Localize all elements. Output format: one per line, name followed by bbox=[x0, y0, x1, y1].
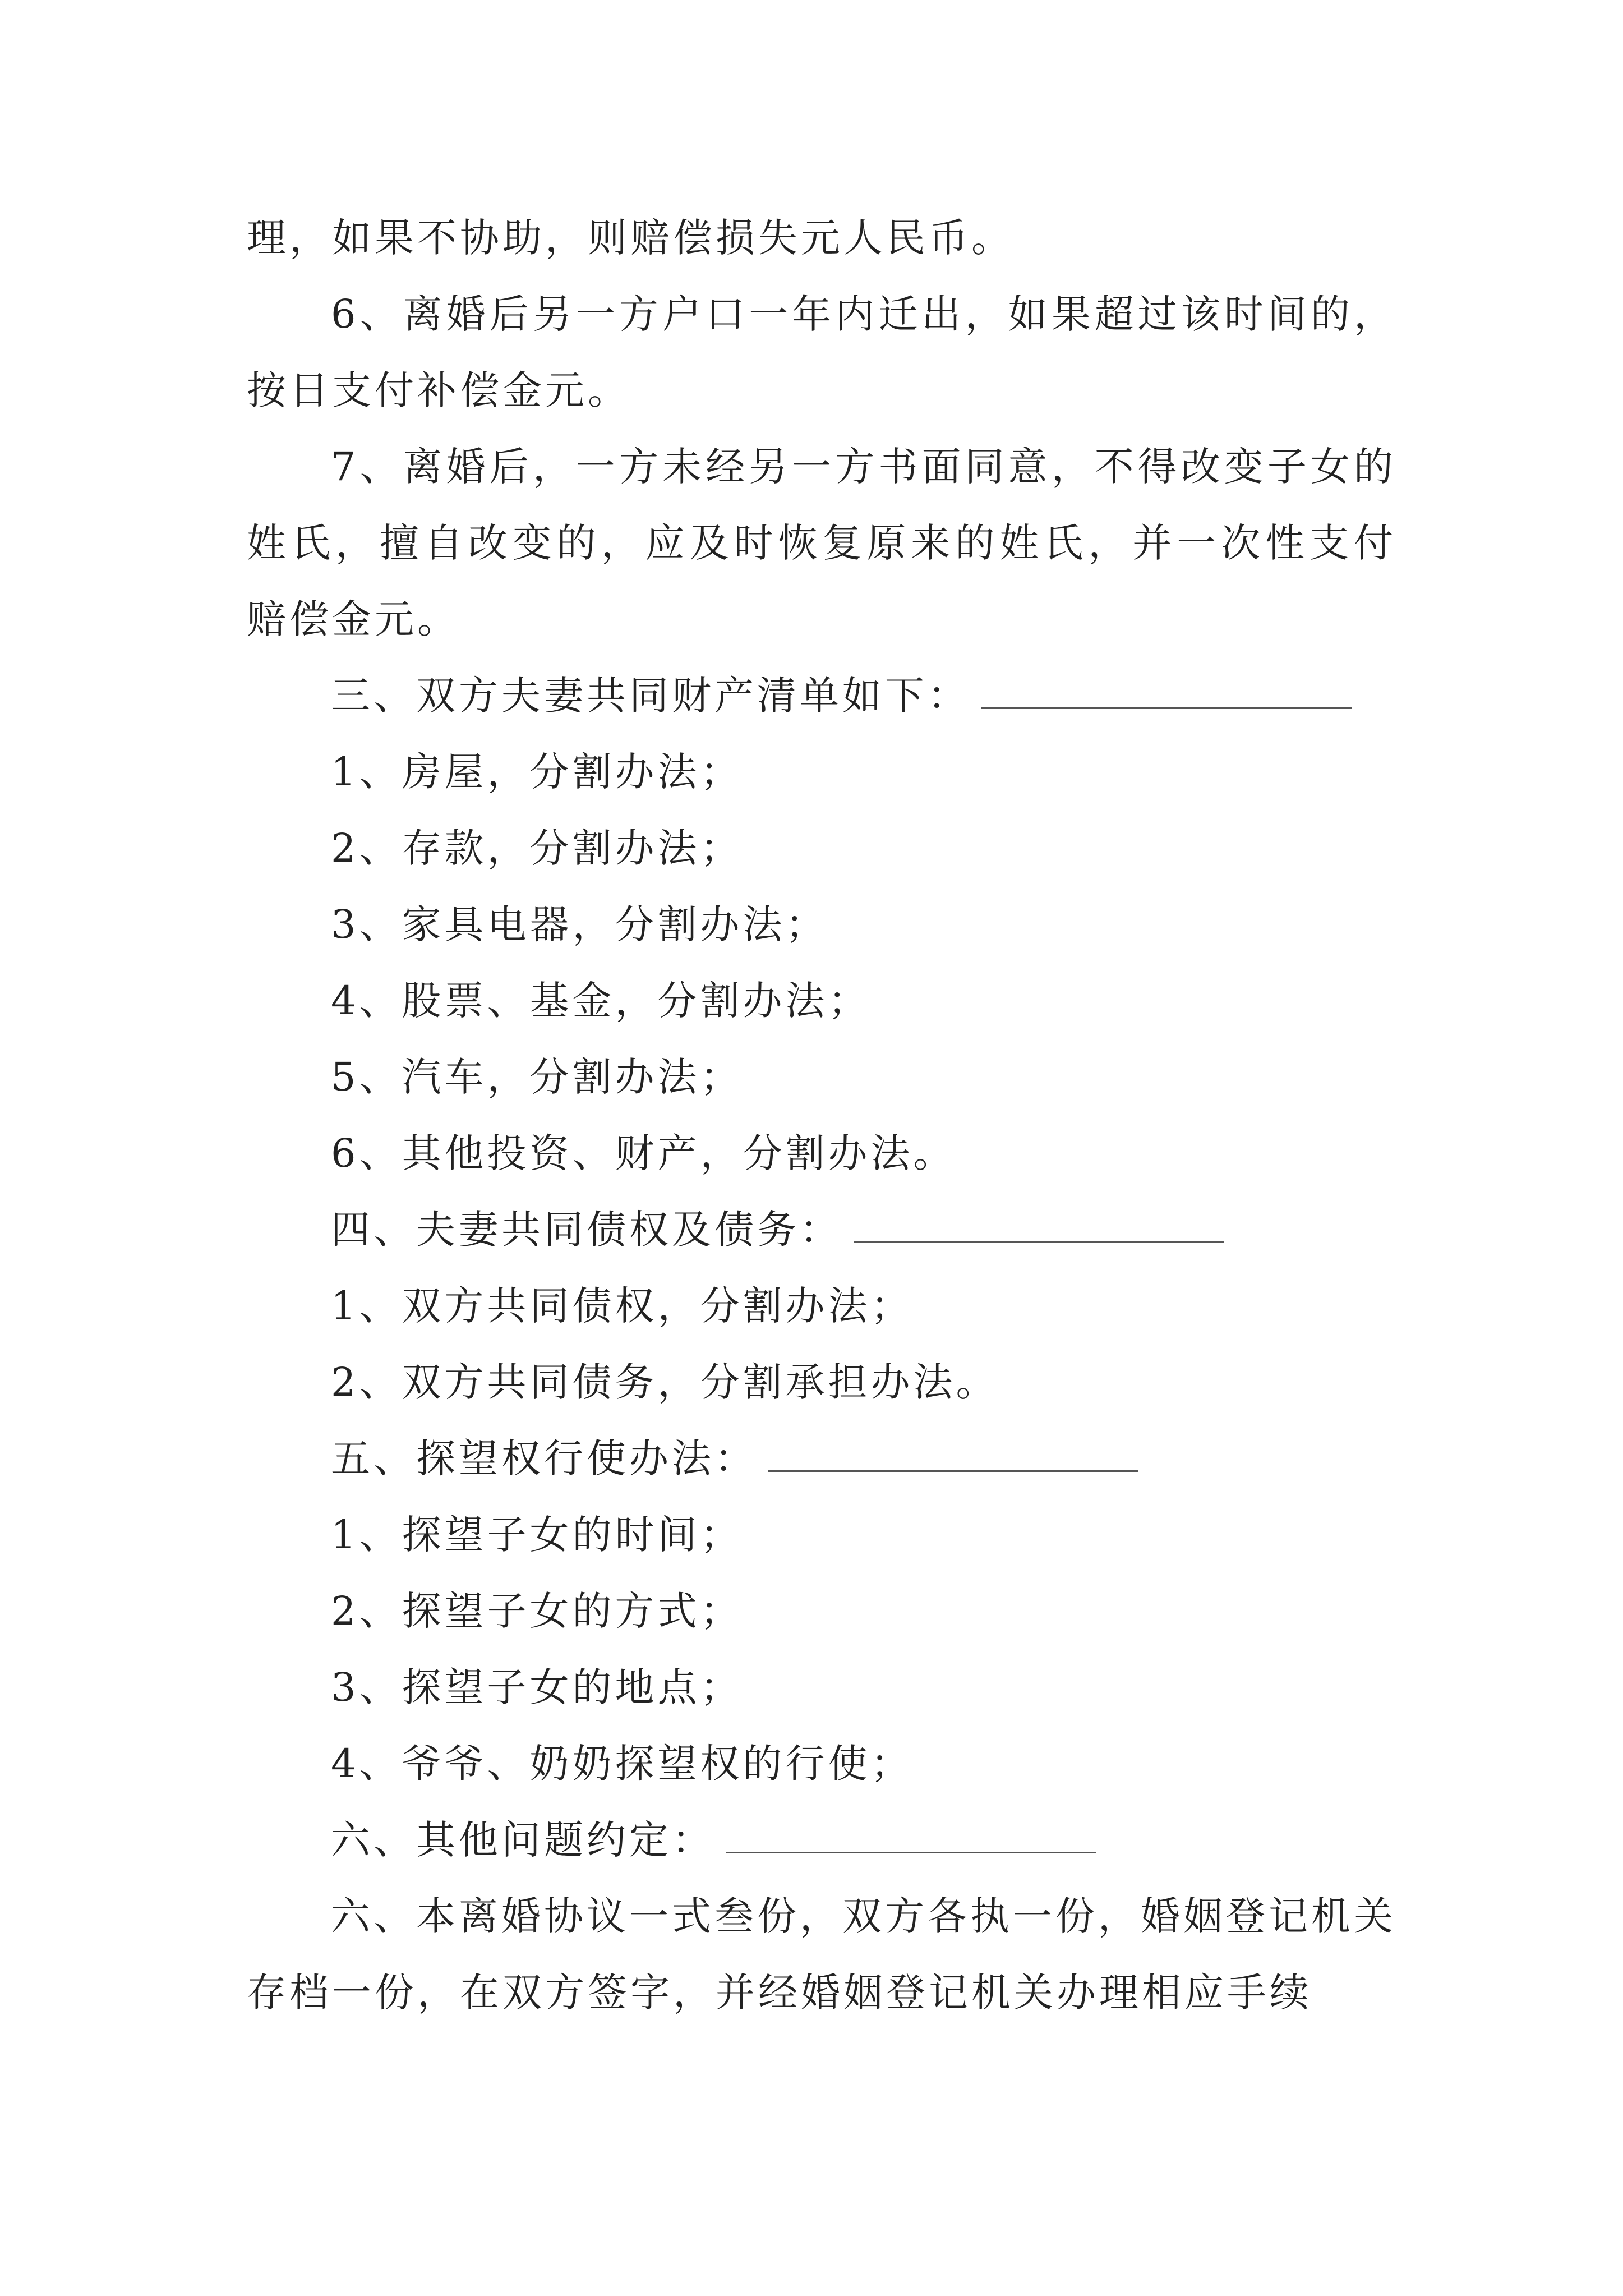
paragraph-copies: 六、本离婚协议一式叁份，双方各执一份，婚姻登记机关存档一份，在双方签字，并经婚姻登记机关办理相应手续 bbox=[247, 1893, 1396, 2016]
paragraph-continuation: 理，如果不协助，则赔偿损失元人民币。 bbox=[247, 215, 1014, 261]
list-item: 1、探望子女的时间； bbox=[331, 1512, 743, 1558]
document-body bbox=[247, 200, 1396, 2031]
list-item: 4、股票、基金，分割办法； bbox=[331, 978, 871, 1024]
fill-in-blank-line[interactable] bbox=[854, 1239, 1224, 1243]
list-item: 3、家具电器，分割办法； bbox=[331, 901, 828, 947]
fill-in-blank-line[interactable] bbox=[981, 705, 1352, 709]
list-item: 1、双方共同债权，分割办法； bbox=[331, 1283, 914, 1329]
list-item: 2、探望子女的方式； bbox=[331, 1588, 743, 1634]
list-item: 1、房屋，分割办法； bbox=[331, 749, 743, 795]
fill-in-blank-line[interactable] bbox=[768, 1468, 1138, 1472]
paragraph-clause-6: 6、离婚后另一方户口一年内迁出，如果超过该时间的，按日支付补偿金元。 bbox=[247, 291, 1396, 413]
section-heading-property: 三、双方夫妻共同财产清单如下： bbox=[247, 657, 1396, 734]
list-item: 3、探望子女的地点； bbox=[331, 1664, 743, 1710]
section-heading-other: 六、其他问题约定： bbox=[247, 1802, 1396, 1878]
paragraph-clause-7: 7、离婚后，一方未经另一方书面同意，不得改变子女的姓氏，擅自改变的，应及时恢复原来的姓氏，并一次性支付赔偿金元。 bbox=[247, 444, 1396, 642]
fill-in-blank-line[interactable] bbox=[726, 1849, 1096, 1853]
list-item: 5、汽车，分割办法； bbox=[331, 1054, 743, 1100]
list-item: 2、双方共同债务，分割承担办法。 bbox=[331, 1359, 999, 1405]
section-heading-debts: 四、夫妻共同债权及债务： bbox=[247, 1191, 1396, 1268]
list-item: 6、其他投资、财产，分割办法。 bbox=[331, 1130, 956, 1176]
list-item: 2、存款，分割办法； bbox=[331, 825, 743, 871]
section-heading-visitation: 五、探望权行使办法： bbox=[247, 1420, 1396, 1497]
list-item: 4、爷爷、奶奶探望权的行使； bbox=[331, 1741, 914, 1787]
